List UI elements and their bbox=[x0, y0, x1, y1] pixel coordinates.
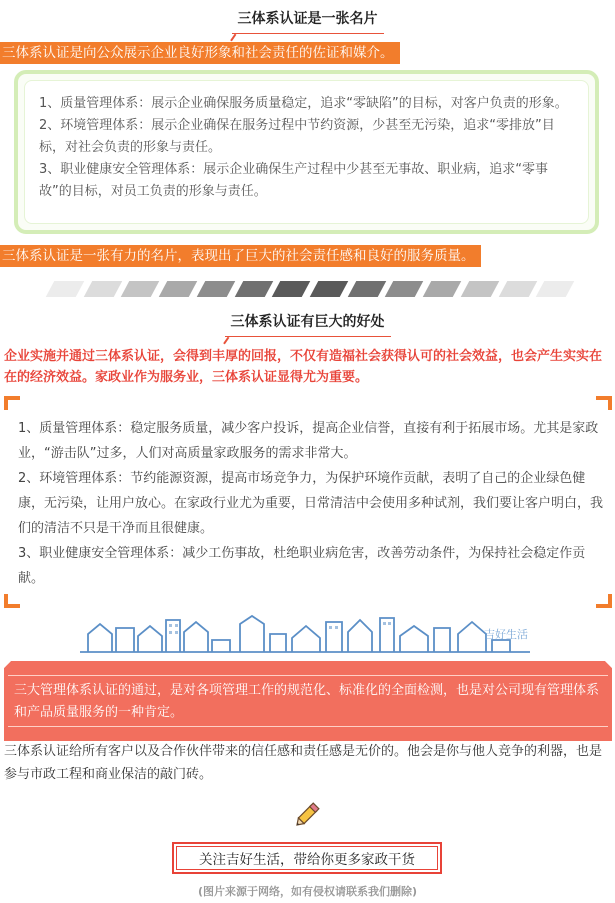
section1-highlight-bottom: 三体系认证是一张有力的名片，表现出了巨大的社会责任感和良好的服务质量。 bbox=[0, 245, 481, 267]
pencil-icon bbox=[292, 796, 326, 830]
section1-card bbox=[14, 70, 599, 234]
section2-item-2: 2、环境管理体系：节约能源资源，提高市场竞争力，为保护环境作贡献，表明了自己的企业绿色健康，无污染，让用户放心。在家政行业尤为重要，日常清洁中会使用多种试剂，我们要让客户明白，我们的清洁不只是干净而且很健康。 bbox=[18, 471, 604, 536]
section2-title: 三体系认证有巨大的好处 bbox=[0, 311, 615, 337]
section2-card bbox=[4, 396, 612, 608]
follow-button[interactable] bbox=[172, 842, 442, 874]
skyline-illustration bbox=[80, 612, 530, 654]
section2-intro: 企业实施并通过三体系认证，会得到丰厚的回报，不仅有造福社会获得认可的社会效益，也会产生实实在在的经济效益。家政业作为服务业，三体系认证显得尤为重要。 bbox=[4, 349, 603, 385]
section1-item-2: 2、环境管理体系：展示企业确保在服务过程中节约资源，少甚至无污染，追求“零排放”目标，对社会负责的形象与责任。 bbox=[39, 118, 555, 155]
closing-paragraph: 三体系认证给所有客户以及合作伙伴带来的信任感和责任感是无价的。他会是你与他人竞争的利器，也是参与市政工程和商业保洁的敲门砖。 bbox=[4, 744, 603, 782]
coral-text: 三大管理体系认证的通过，是对各项管理工作的规范化、标准化的全面检测，也是对公司现有管理体系和产品质量服务的一种肯定。 bbox=[14, 683, 600, 720]
section1-highlight-top: 三体系认证是向公众展示企业良好形象和社会责任的佐证和媒介。 bbox=[0, 42, 400, 64]
section2-item-1: 1、质量管理体系：稳定服务质量，减少客户投诉，提高企业信誉，直接有利于拓展市场。尤其是家政业，“游击队”过多，人们对高质量家政服务的需求非常大。 bbox=[18, 421, 599, 461]
coral-callout bbox=[4, 661, 612, 741]
watermark: 吉好生活 bbox=[484, 628, 528, 641]
follow-button-label: 关注吉好生活，带给你更多家政干货 bbox=[176, 846, 438, 870]
section2-item-3: 3、职业健康安全管理体系：减少工伤事故，杜绝职业病危害，改善劳动条件，为保持社会稳定作贡献。 bbox=[18, 546, 586, 586]
section1-title: 三体系认证是一张名片 bbox=[0, 8, 615, 34]
image-source-note: (图片来源于网络，如有侵权请联系我们删除) bbox=[197, 885, 418, 898]
section1-item-3: 3、职业健康安全管理体系：展示企业确保生产过程中少甚至无事故、职业病，追求“零事故”的目标，对员工负责的形象与责任。 bbox=[39, 162, 549, 199]
section1-item-1: 1、质量管理体系：展示企业确保服务质量稳定，追求“零缺陷”的目标，对客户负责的形象。 bbox=[39, 96, 568, 111]
stripe-divider bbox=[50, 281, 570, 297]
